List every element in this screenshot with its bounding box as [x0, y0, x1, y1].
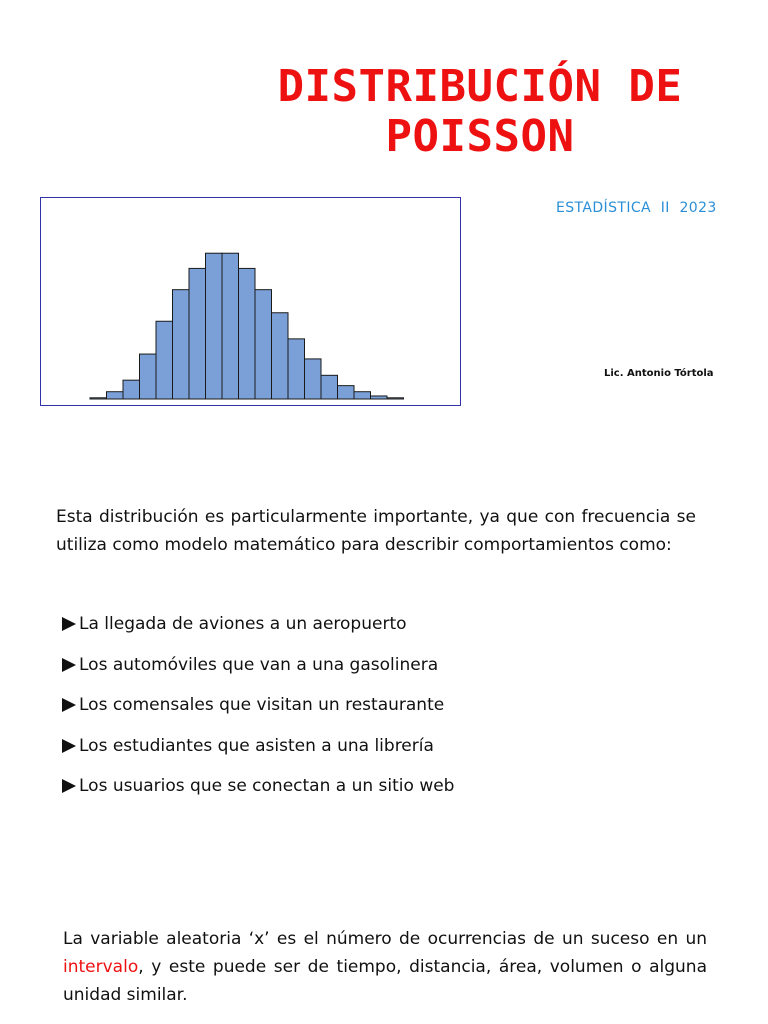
list-item-text: Los usuarios que se conectan a un sitio web	[79, 776, 455, 796]
title-line-1: DISTRIBUCIÓN DE	[277, 61, 683, 112]
histogram-bar	[90, 398, 107, 399]
list-item-text: La llegada de aviones a un aeropuerto	[79, 614, 407, 634]
histogram-bar	[173, 290, 190, 399]
histogram-bar	[338, 386, 355, 399]
histogram-bar	[239, 268, 256, 399]
arrow-bullet-icon	[62, 698, 76, 712]
highlight-term: intervalo	[63, 957, 139, 977]
list-item-text: Los estudiantes que asisten a una librería	[79, 735, 434, 756]
arrow-bullet-icon	[62, 658, 76, 672]
histogram-bar	[107, 392, 124, 399]
histogram-bar	[189, 268, 206, 399]
list-item	[62, 610, 454, 651]
histogram-bar	[305, 359, 322, 399]
histogram-bar	[321, 375, 338, 399]
histogram-bar	[222, 253, 239, 399]
author-name: Lic. Antonio Tórtola	[604, 368, 714, 379]
histogram-bar	[354, 392, 371, 399]
list-item	[62, 772, 454, 813]
histogram-bar	[255, 290, 272, 399]
histogram-bar	[272, 313, 289, 399]
histogram-bar	[140, 354, 157, 399]
title-line-2: POISSON	[385, 111, 575, 162]
histogram-bar	[387, 398, 404, 399]
histogram-bar	[156, 321, 173, 399]
arrow-bullet-icon	[62, 617, 76, 631]
page-title	[210, 62, 750, 162]
histogram-bar	[123, 380, 140, 399]
list-item-text: Los comensales que visitan un restaurante	[79, 695, 445, 715]
poisson-histogram	[40, 197, 461, 406]
list-item	[62, 691, 454, 732]
arrow-bullet-icon	[62, 739, 76, 753]
list-item	[62, 651, 454, 692]
definition-text-start: La variable aleatoria ‘x’ es el número de ocurrencias de un suceso en un	[63, 929, 707, 949]
list-item	[62, 732, 454, 773]
histogram-bar	[371, 396, 388, 399]
histogram-bar	[206, 253, 223, 399]
examples-list	[62, 610, 454, 813]
list-item-text: Los automóviles que van a una gasolinera	[79, 654, 439, 675]
definition-paragraph	[63, 925, 707, 1009]
histogram-svg	[41, 198, 460, 405]
intro-paragraph: Esta distribución es particularmente importante, ya que con frecuencia se utiliza como modelo matemático para describir comportamientos como:	[56, 507, 696, 555]
course-subject: ESTADÍSTICA II 2023	[556, 200, 717, 216]
histogram-bar	[288, 339, 305, 399]
arrow-bullet-icon	[62, 779, 76, 793]
definition-text-end: , y este puede ser de tiempo, distancia, área, volumen o alguna unidad similar.	[63, 957, 707, 1005]
